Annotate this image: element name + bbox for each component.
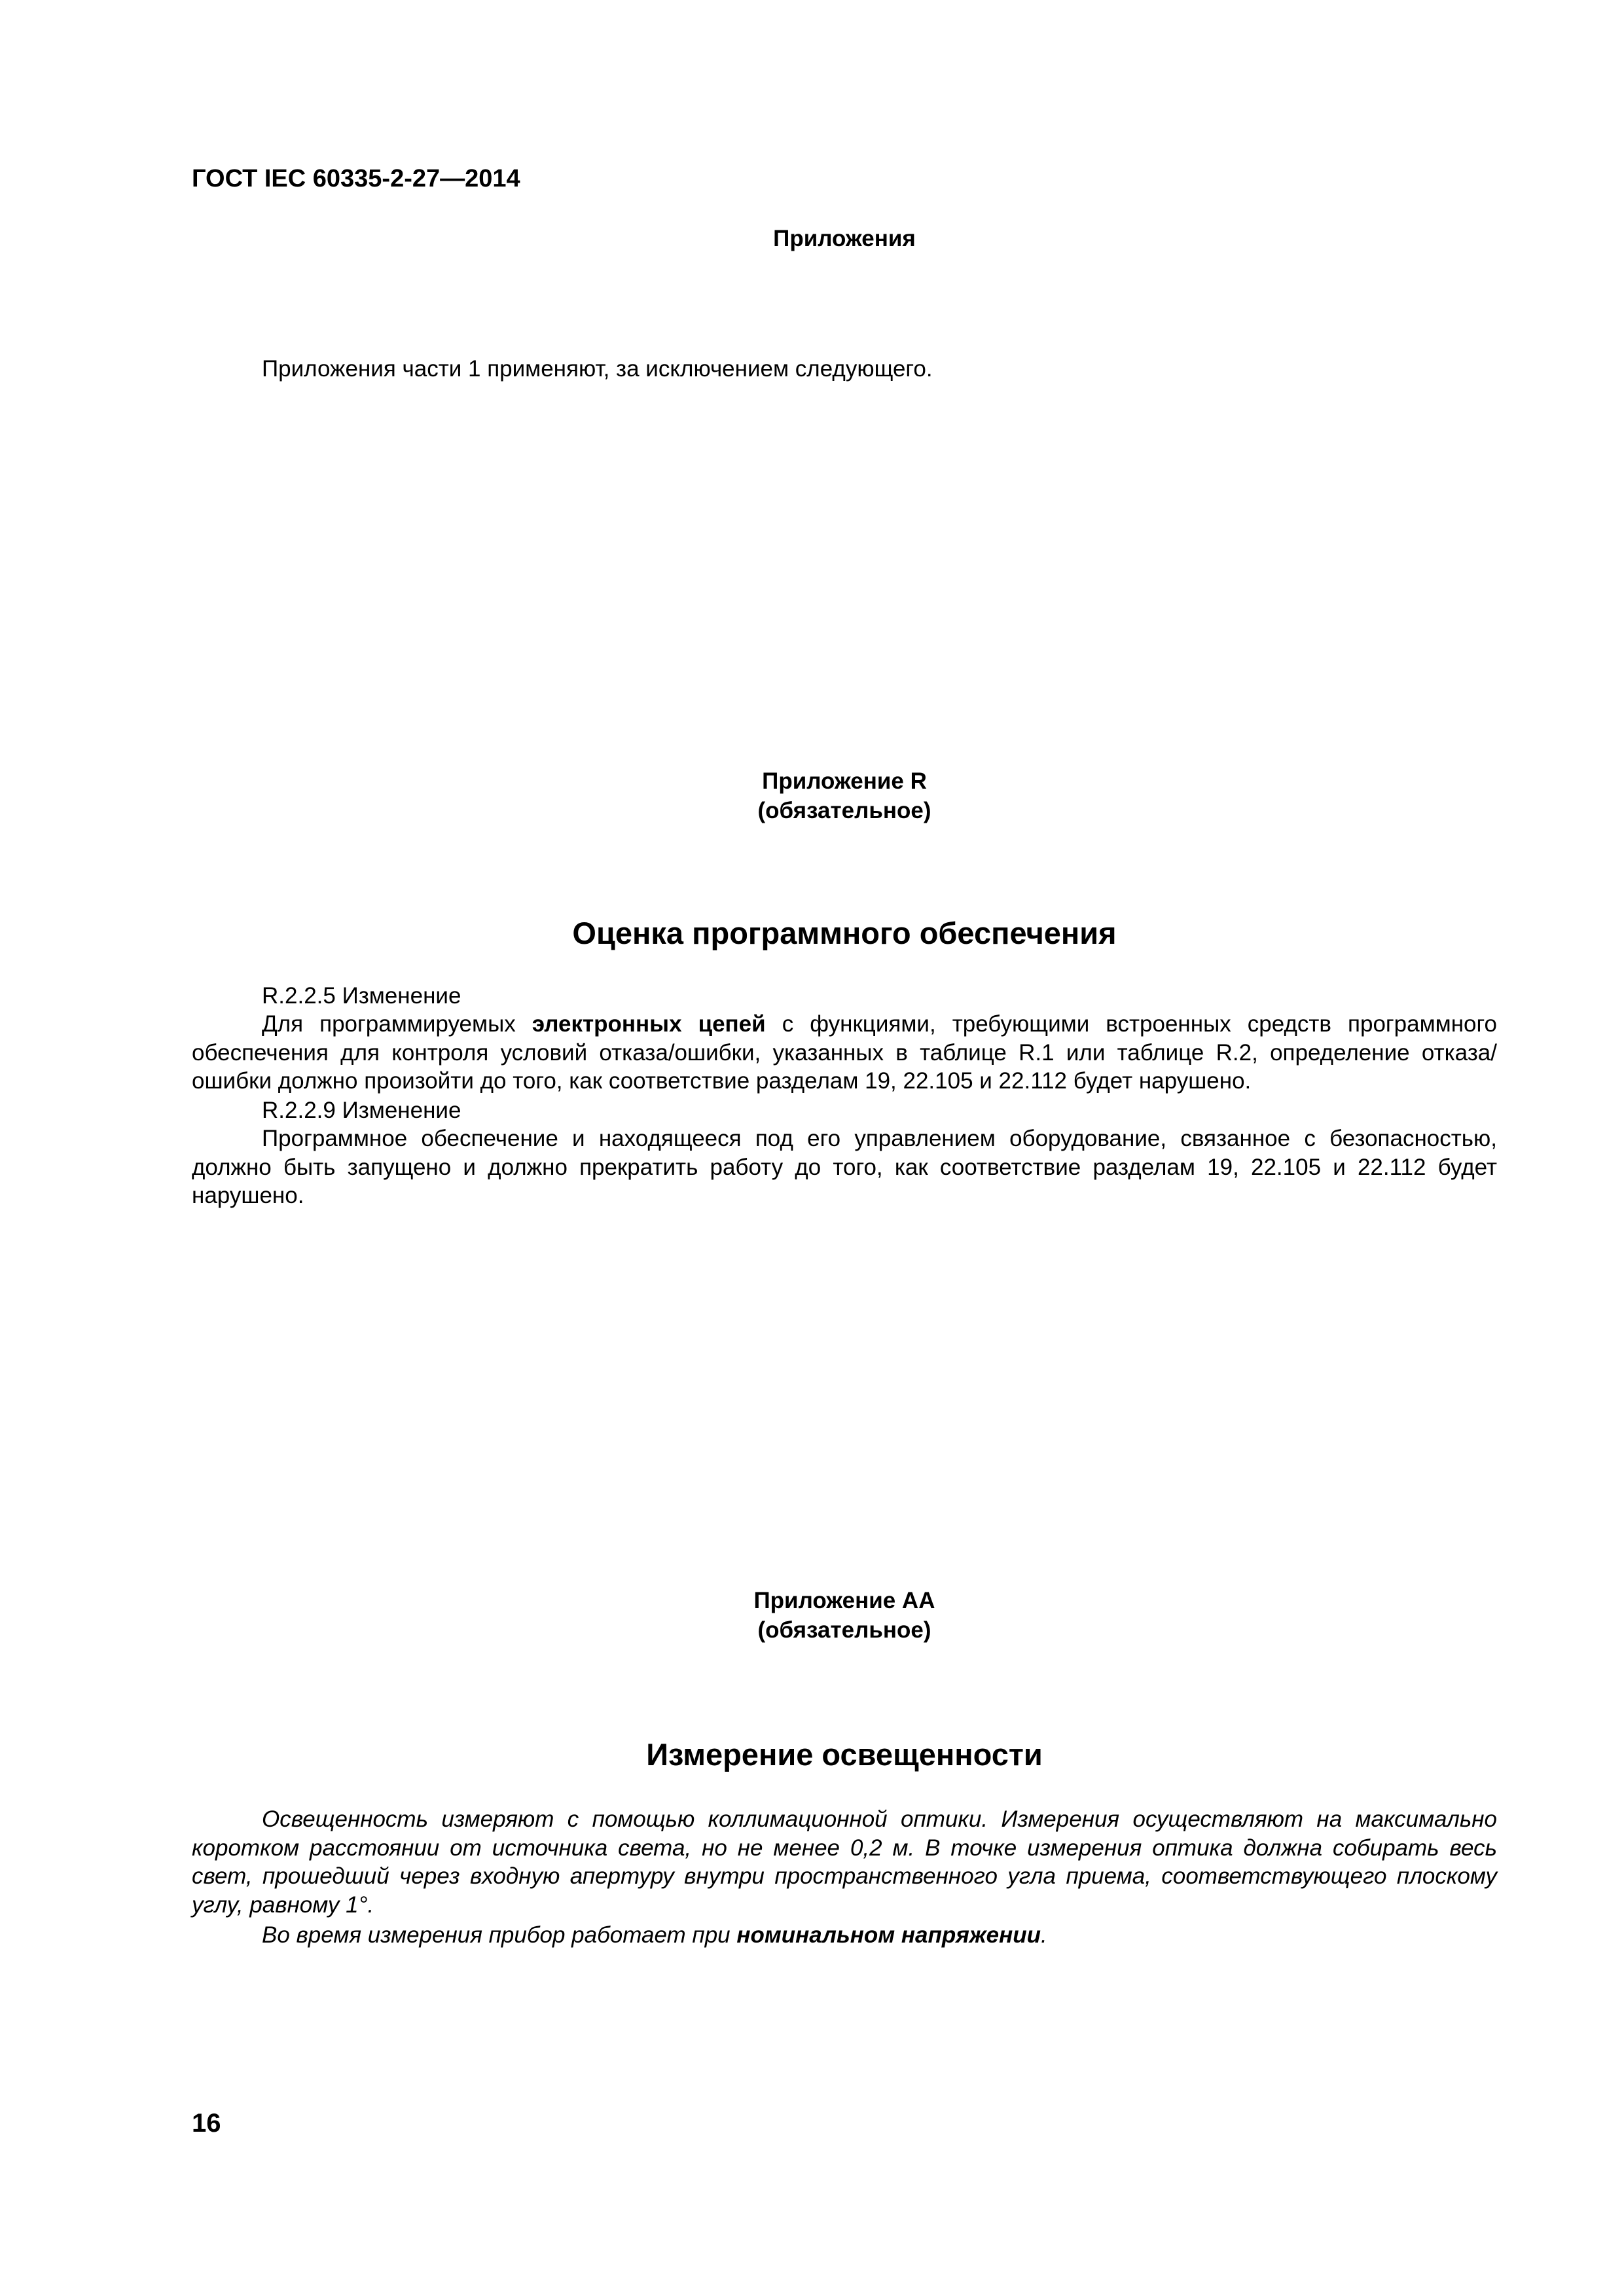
annex-r-label: Приложение R <box>762 768 927 794</box>
annex-aa-label: Приложение АА <box>753 1588 935 1613</box>
annex-r-item1-text <box>192 1010 1497 1096</box>
annex-r-item1-heading: R.2.2.5 Изменение <box>262 983 461 1009</box>
annex-aa-para2 <box>192 1921 1497 1950</box>
para2-defined-term: номинальном напряжении <box>736 1922 1041 1948</box>
item1-defined-term: электронных цепей <box>532 1011 766 1037</box>
item1-text-start: Для программируемых <box>262 1011 532 1037</box>
item1-text-end: с функциями, требующими встроенных средств программного обеспечения для контроля условий отказа/ошибки, указанных в таблице R.1 или таблице R.2, определение отказа/ошибки должно произойти до того, как соответствие разделам 19, 22.105 и 22.112 будет нарушено. <box>192 1011 1497 1094</box>
annex-r-item2-heading: R.2.2.9 Изменение <box>262 1098 461 1123</box>
para2-text-end: . <box>1040 1922 1047 1948</box>
annex-aa-header <box>192 1586 1497 1645</box>
annex-r-title: Оценка программного обеспечения <box>572 916 1117 950</box>
annex-aa-title: Измерение освещенности <box>646 1737 1043 1772</box>
annex-aa-para1: Освещенность измеряют с помощью коллимационной оптики. Измерения осуществляют на максимально коротком расстоянии от источника света, но не менее 0,2 м. В точке измерения оптика должна собирать весь свет, прошедший через входную апертуру внутри пространственного угла приема, соответствующего плоскому углу, равному 1°. <box>192 1806 1497 1918</box>
annex-r-status: (обязательное) <box>757 798 931 823</box>
annex-r-header <box>192 766 1497 825</box>
appendices-intro: Приложения части 1 применяют, за исключением следующего. <box>262 356 933 382</box>
para2-text-start: Во время измерения прибор работает при <box>262 1922 737 1948</box>
document-code: ГОСТ IEC 60335-2-27—2014 <box>192 165 520 192</box>
annex-r-item2-text: Программное обеспечение и находящееся под его управлением оборудование, связанное с безопасностью, должно быть запущено и должно прекратить работу до того, как соответствие разделам 19, 22.105 и 22.112 будет нарушено. <box>192 1126 1497 1208</box>
appendices-title: Приложения <box>773 226 916 251</box>
page-number: 16 <box>192 2109 221 2138</box>
annex-aa-status: (обязательное) <box>757 1617 931 1643</box>
